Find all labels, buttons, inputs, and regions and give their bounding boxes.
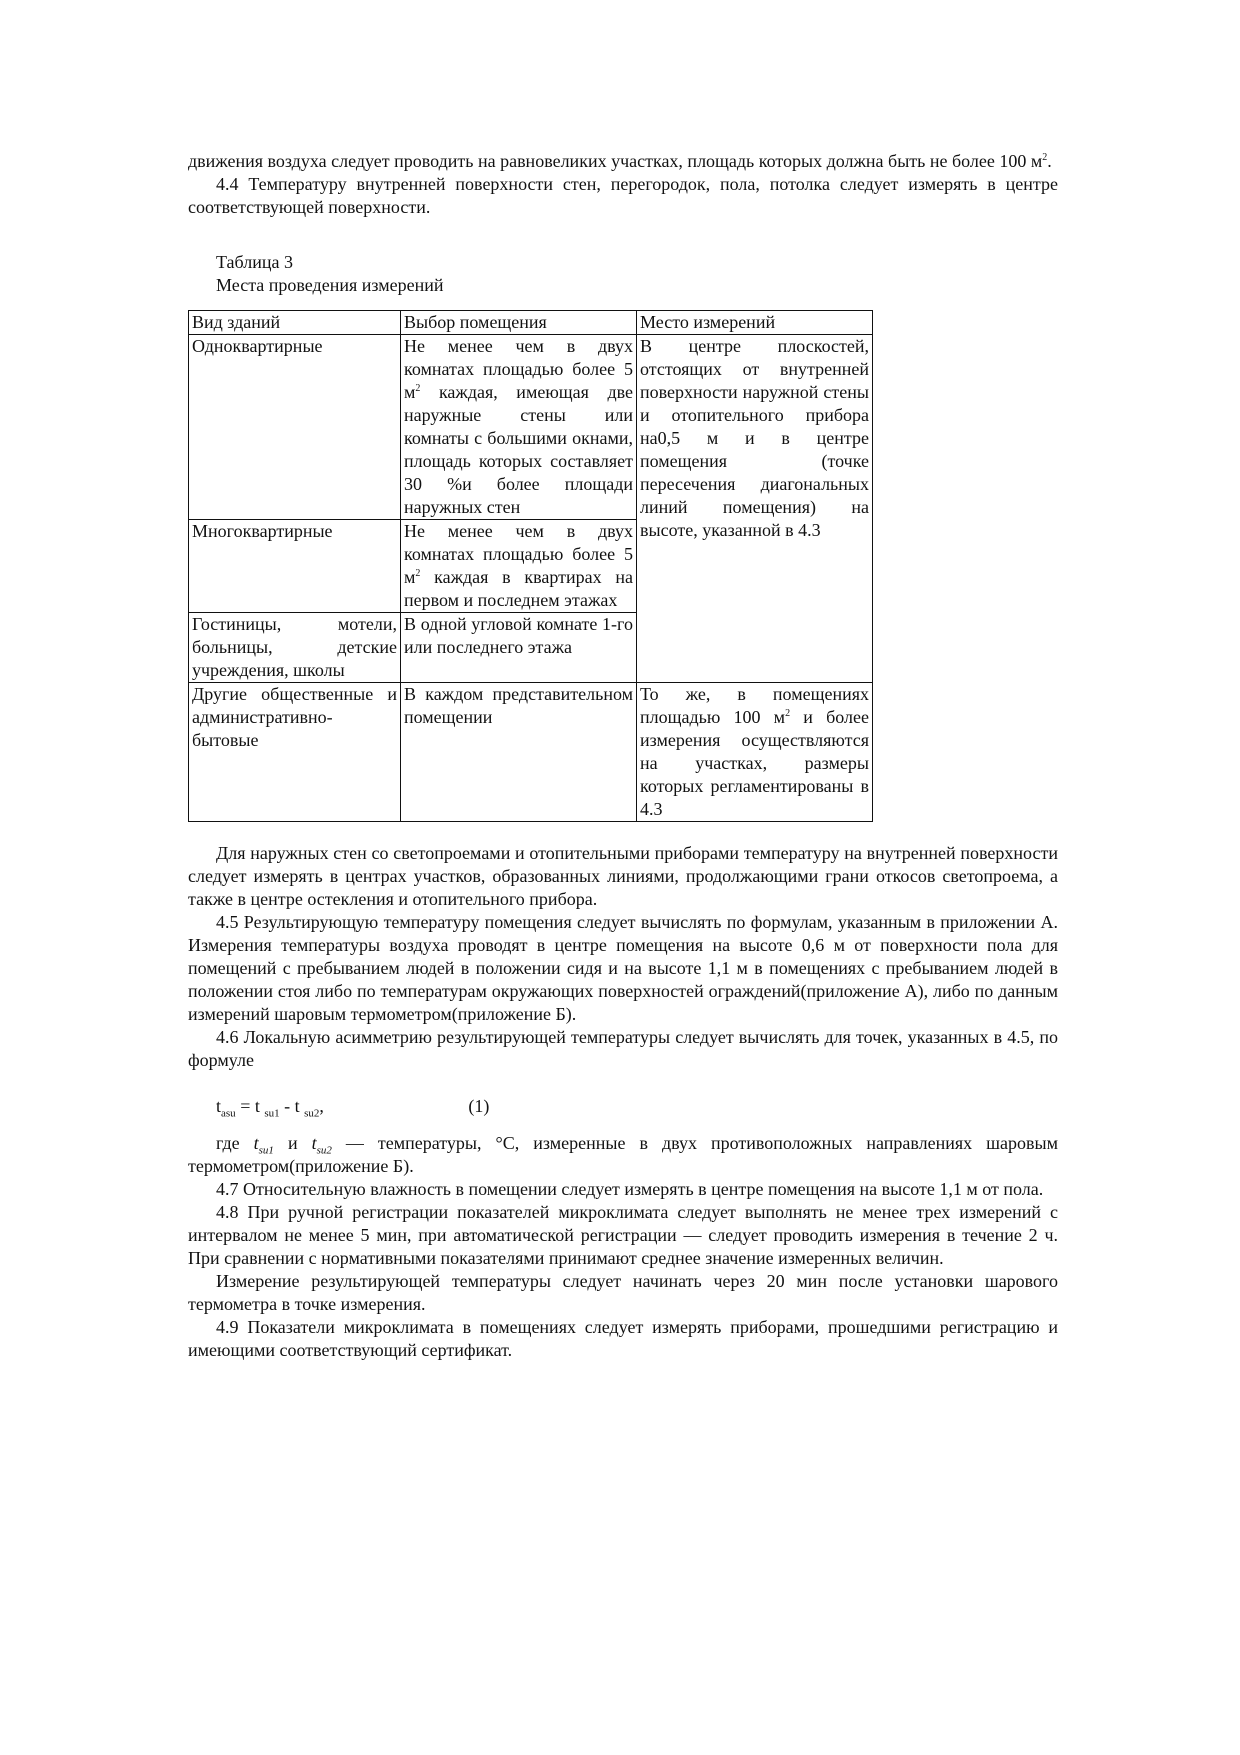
paragraph-4-6: 4.6 Локальную асимметрию результирующей температуры следует вычислять для точек, указанных в 4.5, по формуле bbox=[188, 1027, 1058, 1070]
building-type-cell: Другие общественные и административно-бытовые bbox=[189, 683, 401, 822]
measurement-place-cell: То же, в помещениях площадью 100 $м^2$ и более измерения осуществляются на участках, размеры которых регламентированы в 4.3 bbox=[637, 683, 873, 822]
formula-number: (1) bbox=[468, 1096, 490, 1116]
table-row bbox=[189, 335, 873, 520]
room-choice-cell: Не менее чем в двух комнатах площадью более 5 $м^2$ каждая, имеющая две наружные стены или комнаты с большими окнами, площадь которых составляет 30 %и более площади наружных стен bbox=[401, 335, 637, 520]
table-row bbox=[189, 683, 873, 822]
building-type-cell: Одноквартирные bbox=[189, 335, 401, 520]
room-choice-cell: Не менее чем в двух комнатах площадью более 5 $м^2$ каждая в квартирах на первом и последнем этажах bbox=[401, 520, 637, 613]
paragraph-4-7: 4.7 Относительную влажность в помещении следует измерять в центре помещения на высоте 1,1 м от пола. bbox=[216, 1179, 1044, 1199]
building-type-cell: Многоквартирные bbox=[189, 520, 401, 613]
paragraph-4-5: 4.5 Результирующую температуру помещения следует вычислять по формулам, указанным в приложении А. Измерения температуры воздуха проводят в центре помещения на высоте 0,6 м от поверхности пола для помещений с пребыванием людей в положении сидя и на высоте 1,1 м в помещениях с пребыванием людей в положении стоя либо по температурам окружающих поверхностей ограждений(приложение А), либо по данным измерений шаровым термометром(приложение Б). bbox=[188, 912, 1058, 1024]
header-cell: Выбор помещения bbox=[401, 311, 637, 335]
paragraph-4-9: 4.9 Показатели микроклимата в помещениях следует измерять приборами, прошедшими регистрацию и имеющими соответствующий сертификат. bbox=[188, 1317, 1058, 1360]
formula-explanation: где $t_{su1}$ и $t_{su2}$ — температуры, °С, измеренные в двух противоположных направлениях шаровым термометром(приложение Б). bbox=[188, 1133, 1058, 1176]
measurement-place-cell: В центре плоскостей, отстоящих от внутренней поверхности наружной стены и отопительного прибора на0,5 м и в центре помещения (точке пересечения диагональных линий помещения) на высоте, указанной в 4.3 bbox=[637, 335, 873, 683]
paragraph: Для наружных стен со светопроемами и отопительными приборами температуру на внутренней поверхности следует измерять в центрах участков, образованных линиями, продолжающими грани откосов светопроема, а также в центре остекления и отопительного прибора. bbox=[188, 843, 1058, 909]
formula-1: $t_{asu} = t$ $_{su1}$ - t $_{su2}$, (1) bbox=[216, 1096, 490, 1120]
paragraph: движения воздуха следует проводить на равновеликих участках, площадь которых должна быть не более 100 $м^2$. bbox=[188, 151, 1052, 171]
paragraph-4-8: 4.8 При ручной регистрации показателей микроклимата следует выполнять не менее трех измерений с интервалом не менее 5 мин, при автоматической регистрации — следует проводить измерения в течение 2 ч. При сравнении с нормативными показателями принимают среднее значение измеренных величин. bbox=[188, 1202, 1058, 1268]
measurement-locations-table bbox=[188, 310, 873, 822]
document-page bbox=[188, 150, 1058, 1362]
paragraph: Измерение результирующей температуры следует начинать через 20 мин после установки шарового термометра в точке измерения. bbox=[188, 1271, 1058, 1314]
table-title: Места проведения измерений bbox=[216, 275, 444, 295]
header-cell: Вид зданий bbox=[189, 311, 401, 335]
table-header-row bbox=[189, 311, 873, 335]
table-number: Таблица 3 bbox=[216, 252, 293, 272]
paragraph-4-4: 4.4 Температуру внутренней поверхности стен, перегородок, пола, потолка следует измерять в центре соответствующей поверхности. bbox=[188, 174, 1058, 217]
room-choice-cell: В одной угловой комнате 1-го или последнего этажа bbox=[401, 613, 637, 683]
building-type-cell: Гостиницы, мотели, больницы, детские учреждения, школы bbox=[189, 613, 401, 683]
room-choice-cell: В каждом представительном помещении bbox=[401, 683, 637, 822]
header-cell: Место измерений bbox=[637, 311, 873, 335]
